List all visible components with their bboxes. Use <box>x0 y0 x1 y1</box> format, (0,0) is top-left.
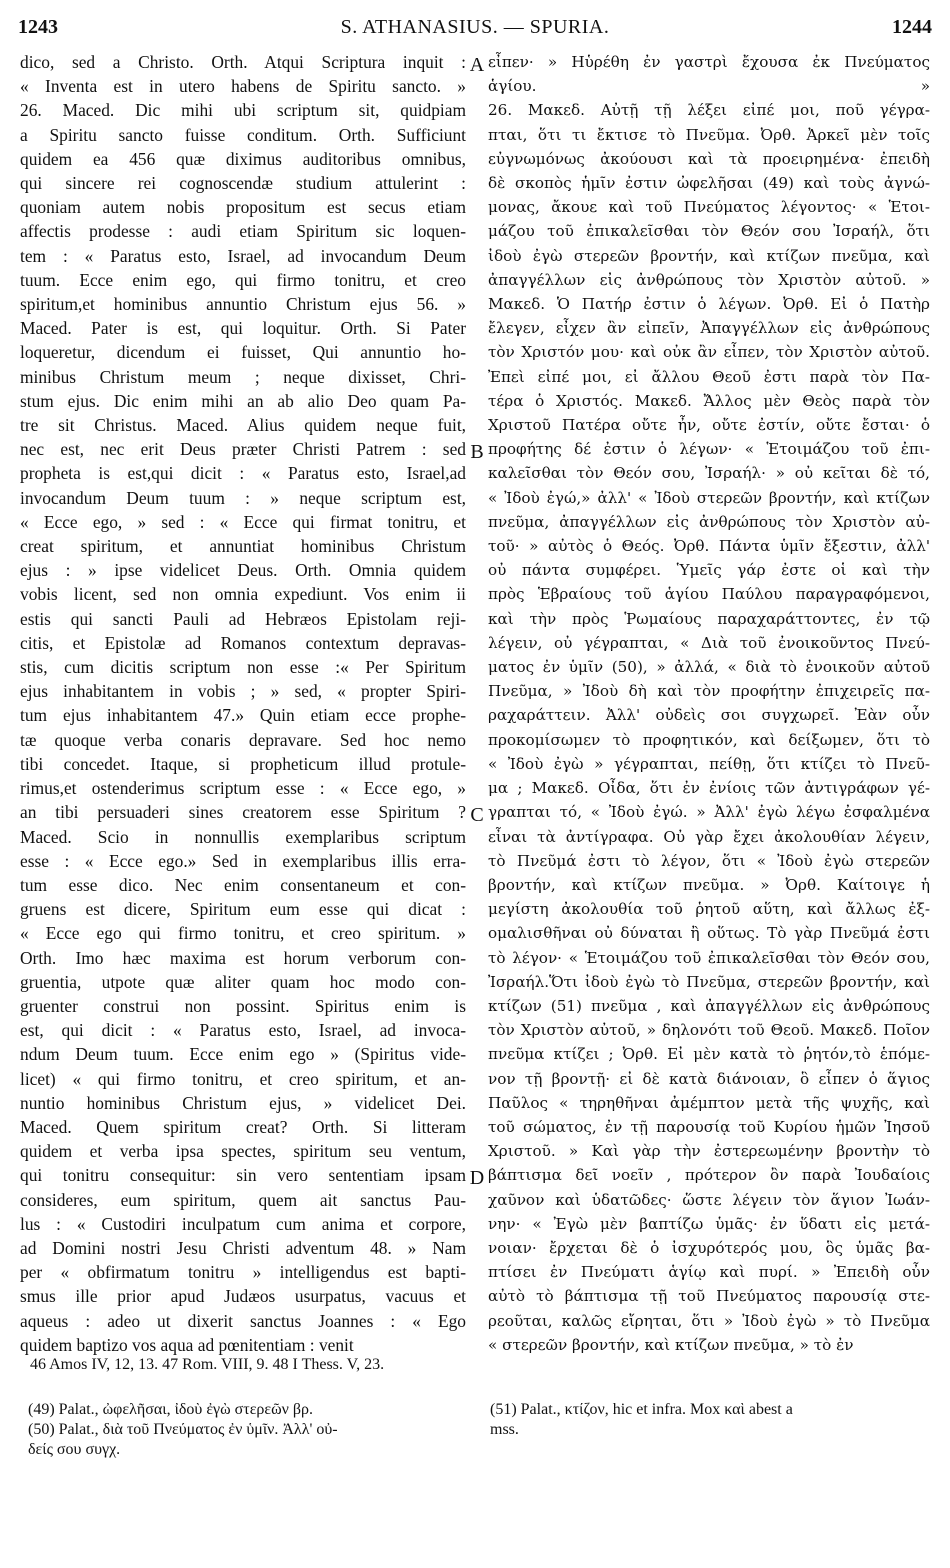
greek-text-line: τοῦ σώματος, ἐν τῇ παρουσίᾳ τοῦ Κυρίου ἡμῶν Ἰησοῦ <box>488 1117 930 1136</box>
latin-text-line: qui sincere rei cognoscendæ studium attulerint : <box>20 173 466 194</box>
greek-text-line: ἁγίου. » <box>488 77 930 96</box>
critical-note-line: (49) Palat., ὠφελῆσαι, ἰδοὺ ἐγὼ στερεῶν βρ. <box>28 1401 314 1418</box>
latin-text-line: ejus inhabitantem in vobis ; » sed, « propter Spiri- <box>20 681 466 702</box>
latin-text-line: ad Domini nostri Jesu Christi adventum 48. » Nam <box>20 1237 466 1258</box>
greek-text-line: ἔλεγεν, εἶχεν ἂν εἰπεῖν, Ἀπαγγέλλων εἰς ἀνθρώπους <box>488 319 930 338</box>
greek-text-line: μονας, ἄκουε καὶ τοῦ Πνεύματος λέγοντος· « Ἑτοι- <box>488 198 930 217</box>
column-number-right: 1244 <box>892 16 932 38</box>
greek-text-line: οὐ πάντα συμφέρει. Ὑμεῖς γάρ ἐστε οἱ καὶ τὴν <box>488 561 930 580</box>
greek-text-line: « Ἰδοὺ ἐγώ,» ἀλλ' « Ἰδοὺ στερεῶν βροντήν, καὶ κτίζων <box>488 488 930 507</box>
latin-text-line: propheta is est,qui dicit : « Paratus esto, Israel,ad <box>20 463 466 484</box>
latin-text-line: qui tonitru consequitur: sin vero sententiam ipsam <box>20 1165 466 1186</box>
footnote-references: 46 Amos IV, 12, 13. 47 Rom. VIII, 9. 48 I Thess. V, 23. <box>30 1356 385 1373</box>
latin-text-line: nuntio hominibus Christum ejus, » videlicet Dei. <box>20 1092 466 1113</box>
latin-text-line: tum ejus inhabitantem 47.» Quin etiam ecce prophe- <box>20 705 466 726</box>
latin-text-line: gruenter construi non possint. Spiritus enim is <box>20 995 466 1016</box>
latin-text-line: creat spiritum, et annuntiat hominibus Christum <box>20 536 466 557</box>
latin-text-line: Maced. Pater is est, qui loquitur. Orth. Si Pater <box>20 318 466 339</box>
latin-text-line: dico, sed a Christo. Orth. Atqui Scriptura inquit : <box>20 52 466 72</box>
greek-text-line: πνεῦμα κτίζει ; Ὀρθ. Εἰ μὲν κατὰ τὸ ῥητόν,τὸ ἑπόμε- <box>488 1045 930 1064</box>
greek-text-line: ομαλισθῆναι οὐ δύναται ἢ οὕτως. Τὸ γὰρ Πνεῦμά ἐστι <box>488 924 930 943</box>
critical-notes-right <box>490 1400 930 1440</box>
latin-text-line: tem : « Paratus esto, Israel, ad invocandum Deum <box>20 245 466 266</box>
latin-text-line: gruentia, utpote quæ aliter quam hoc modo con- <box>20 971 466 992</box>
greek-text-line: χαῦνον καὶ ὑδατῶδες· ὥστε λέγειν τὸν ἅγιον Ἰωάν- <box>488 1190 930 1209</box>
greek-text-line: ραχαράττειν. Ἀλλ' οὐδεὶς σοι συγχωρεῖ. Ἐὰν οὖν <box>488 706 930 725</box>
critical-note-line: δείς σου συγχ. <box>28 1441 121 1458</box>
latin-text-line: tum esse dico. Nec enim consentaneum et con- <box>20 874 466 895</box>
greek-text-line: καλεῖσθαι τὸν Θεόν σου, Ἰσραήλ· » οὐ κεῖται δὲ τό, <box>488 464 930 483</box>
greek-text-line: ἰδοὺ ἐγὼ στερεῶν βροντήν, καὶ κτίζων πνεῦμα, καὶ <box>488 246 930 265</box>
greek-text-line: Μακεδ. Ὁ Πατήρ ἐστιν ὁ λέγων. Ὀρθ. Εἰ ὁ Πατὴρ <box>488 295 930 314</box>
greek-text-line: Χριστοῦ. » Καὶ γὰρ τὴν ἐστερεωμένην βροντὴν τὸ <box>488 1142 930 1161</box>
latin-text-line: esse : « Ecce ego.» Sed in exemplaribus illis erra- <box>20 850 466 871</box>
latin-text-line: tuum. Ecce enim ego, qui firmo tonitru, et creo <box>20 269 466 290</box>
running-title: S. ATHANASIUS. — SPURIA. <box>340 16 610 38</box>
latin-text-line: lus : « Custodiri inculpatum cum anima et corpore, <box>20 1213 466 1234</box>
latin-text-line: spiritum,et hominibus annuntio Christum ejus 56. » <box>20 294 466 315</box>
latin-text-line: 26. Maced. Dic mihi ubi scriptum sit, quidpiam <box>20 100 466 121</box>
latin-text-line: aqueus : adeo ut dixerit sanctus Joannes : « Ego <box>20 1310 466 1331</box>
latin-text-line: ejus : » ipse videlicet Deus. Orth. Omnia quidem <box>20 560 466 581</box>
latin-text-line: « Ecce ego, » sed : « Ecce qui firmat tonitru, et <box>20 511 466 532</box>
greek-text-line: προφήτης δέ ἐστιν ὁ λέγων· « Ἑτοιμάζου τοῦ ἐπι- <box>488 440 930 459</box>
greek-text-line: μεγίστη ἀκολουθία τοῦ ῥητοῦ αὕτη, καὶ ἄλλως ἐξ- <box>488 900 930 919</box>
greek-text-line: Παῦλος « τηρηθῆναι ἀμέμπτον μετὰ τῆς ψυχῆς, καὶ <box>488 1093 930 1112</box>
latin-text-line: affectis prodesse : audi etiam Spiritum sic loquen- <box>20 221 466 242</box>
latin-text-line: Maced. Scio in nonnullis exemplaribus scriptum <box>20 826 466 847</box>
latin-text-line: tre sit Christus. Maced. Alius quidem neque fuit, <box>20 415 466 436</box>
latin-text-line: vobis licent, sed non omnia expediunt. Vos enim ii <box>20 584 466 605</box>
greek-text-line: πτίσει ἐν Πνεύματι ἁγίῳ καὶ πυρί. » Ἐπειδὴ οὖν <box>488 1263 930 1282</box>
latin-text-line: invocandum Deum tuum : » neque scriptum est, <box>20 487 466 508</box>
margin-letter-a: A <box>469 54 485 76</box>
greek-text-line: πνεῦμα, ἀπαγγέλλων εἰς ἀνθρώπους τὸν Χριστὸν αὐ- <box>488 512 930 531</box>
greek-text-line: νοιαν· ἔρχεται δὲ ὁ ἰσχυρότερός μου, ὃς ὑμᾶς βα- <box>488 1238 930 1257</box>
greek-text-line: μάζου τοῦ ἐπικαλεῖσθαι τὸν Θεόν σου Ἰσραήλ, ὅτι <box>488 222 930 241</box>
latin-text-line: estis qui sancti Pauli ad Hebræos Epistolam reji- <box>20 608 466 629</box>
greek-text-line: τὸ λέγον· « Ἑτοιμάζου τοῦ ἐπικαλεῖσθαι τὸν Θεόν σου, <box>488 948 930 967</box>
greek-text-line: Ἰσραήλ.Ὅτι ἰδοὺ ἐγὼ τὸ Πνεῦμα, στερεῶν βροντήν, καὶ <box>488 972 930 991</box>
latin-text-line: nec est, nec erit Deus præter Christi Patrem : sed <box>20 439 466 460</box>
latin-text-line: quidem baptizo vos aqua ad pœnitentiam : venit <box>20 1334 354 1355</box>
greek-text-line: προκομίσωμεν τὸ προφητικόν, καὶ δείξωμεν, ὅτι τὸ <box>488 730 930 749</box>
margin-letter-d: D <box>469 1167 485 1190</box>
critical-note-line: mss. <box>490 1421 519 1438</box>
greek-text-line: Πνεῦμα, » Ἰδοὺ δὴ καὶ τὸν προφήτην ἐπιχειρεῖς πα- <box>488 682 930 701</box>
greek-column <box>488 50 930 1357</box>
running-header <box>18 12 932 46</box>
margin-letter-b: B <box>470 441 484 464</box>
greek-text-line: πρὸς Ἑβραίους τοῦ ἁγίου Παύλου παραγραφόμενοι, <box>488 585 930 604</box>
latin-text-line: an tibi persuaderi sines creatorem esse Spiritum ? <box>20 802 466 823</box>
latin-text-line: ndum Deum tuum. Ecce enim ego » (Spiritus vide- <box>20 1044 466 1065</box>
greek-text-line: λέγειν, οὐ γέγραπται, « Διὰ τοῦ ἐνοικοῦντος Πνεύ- <box>488 633 930 652</box>
greek-text-line: « Ἰδοὺ ἐγὼ » γέγραπται, πείθῃ, ὅτι κτίζει τὸ Πνεῦ- <box>488 754 930 773</box>
latin-text-line: gruens est dicere, Spiritum eum esse qui dicat : <box>20 899 466 920</box>
latin-text-line: licet) « qui firmo tonitru, et creo spiritum, et an- <box>20 1068 466 1089</box>
latin-text-line: quidem ea 456 quæ diximus auditoribus omnibus, <box>20 148 466 169</box>
latin-text-line: smus ille prior apud Judæos usurpatus, vacuus et <box>20 1286 466 1307</box>
column-number-left: 1243 <box>18 16 58 38</box>
latin-text-line: citis, et Epistolæ ad Romanos contextum depravas- <box>20 632 466 653</box>
latin-column <box>20 50 466 1357</box>
greek-text-line: τὸν Χριστὸν αὐτοῦ, » δηλονότι τοῦ Θεοῦ. Μακεδ. Ποῖον <box>488 1021 930 1040</box>
greek-text-line: ἀπαγγέλλων εἰς ἀνθρώπους τὸν Χριστὸν αὐτοῦ. » <box>488 270 930 289</box>
greek-text-line: κτίζων (51) πνεῦμα , καὶ ἀπαγγέλλων εἰς ἀνθρώπους <box>488 996 930 1015</box>
greek-text-line: εἶπεν· » Ηὑρέθη ἐν γαστρὶ ἔχουσα ἐκ Πνεύματος <box>488 53 930 71</box>
critical-notes-left <box>28 1400 468 1460</box>
latin-text-line: « Ecce ego qui firmo tonitru, et creo spiritum. » <box>20 923 466 944</box>
greek-text-line: μα ; Μακεδ. Οἶδα, ὅτι ἐν ἐνίοις τῶν ἀντιγράφων γέ- <box>488 779 930 798</box>
latin-text-line: est, qui dicit : « Paratus esto, Israel, ad invoca- <box>20 1020 466 1041</box>
latin-text-line: tæ quoque verba conaris depravare. Sed hoc nemo <box>20 729 466 750</box>
greek-text-line: Χριστοῦ Πατέρα οὔτε ἦν, οὔτε ἐστίν, οὔτε ἔσται· ὁ <box>488 416 930 435</box>
greek-text-line: 26. Μακεδ. Αὐτῇ τῇ λέξει εἰπέ μοι, ποῦ γέγρα- <box>488 101 930 120</box>
latin-text-line: quoniam autem nobis propositum est secus etiam <box>20 197 466 218</box>
greek-text-line: καὶ τὴν πρὸς Ῥωμαίους παραχαράττοντες, ἐν τῷ <box>488 609 930 628</box>
greek-text-line: ματος ἐν ὑμῖν (50), » ἀλλά, « διὰ τὸ ἐνοικοῦν αὐτοῦ <box>488 658 930 677</box>
latin-text-line: « Inventa est in utero habens de Spiritu sancto. » <box>20 76 466 97</box>
latin-text-line: loqueretur, dicendum ei fuisset, Qui annuntio ho- <box>20 342 466 363</box>
greek-text-line: δὲ σκοπὸς ἡμῖν ἐστιν ὠφελῆσαι (49) καὶ τοὺς ἀγνώ- <box>488 174 930 193</box>
greek-text-line: « στερεῶν βροντήν, καὶ κτίζων πνεῦμα, » τὸ ἐν <box>488 1335 854 1354</box>
latin-text-line: Maced. Quem spiritum creat? Orth. Si litteram <box>20 1116 466 1137</box>
greek-text-line: νην· « Ἐγὼ μὲν βαπτίζω ὑμᾶς· ἐν ὕδατι εἰς μετά- <box>488 1214 930 1233</box>
latin-text-line: consideres, eum spiritum, quem ait sanctus Pau- <box>20 1189 466 1210</box>
greek-text-line: γραπται τό, « Ἰδοὺ ἐγώ. » Ἀλλ' ἐγὼ λέγω ἐσφαλμένα <box>488 803 930 822</box>
greek-text-line: πται, ὅτι τι ἔκτισε τὸ Πνεῦμα. Ὀρθ. Ἀρκεῖ μὲν τοῖς <box>488 125 930 144</box>
greek-text-line: τὸ Πνεῦμά ἐστι τὸ λέγον, ὅτι « Ἰδοὺ ἐγὼ στερεῶν <box>488 851 930 870</box>
greek-text-line: εὐγνωμόνως ἀκούουσι καὶ τὰ προειρημένα· ἐπειδὴ <box>488 149 930 168</box>
latin-text-line: a Spiritu sancto fuisse conditum. Orth. Sufficiunt <box>20 124 466 145</box>
margin-letter-c: C <box>470 804 484 827</box>
greek-text-line: βροντήν, καὶ κτίζων πνεῦμα. » Ὀρθ. Καίτοιγε ἡ <box>488 875 930 894</box>
greek-text-line: ρεοῦται, καλῶς εἴρηται, ὅτι » Ἰδοὺ ἐγὼ » τὸ Πνεῦμα <box>488 1311 930 1330</box>
latin-text-line: quidem et verba ipsa spectes, spiritum seu ventum, <box>20 1141 466 1162</box>
critical-note-line: (50) Palat., διὰ τοῦ Πνεύματος ἐν ὑμῖν. Ἀλλ' οὐ- <box>28 1421 338 1438</box>
greek-text-line: τὸν Χριστόν μου· καὶ οὐκ ἂν εἶπεν, τὸν Χριστὸν αὐτοῦ. <box>488 343 930 362</box>
latin-text-line: per « obfirmatum tonitru » intelligendus est bapti- <box>20 1262 466 1283</box>
latin-text-line: tibi concedet. Itaque, si propheticum illud protule- <box>20 753 466 774</box>
latin-text-line: stum ejus. Dic enim mihi an ab alio Deo quam Pa- <box>20 390 466 411</box>
greek-text-line: αὐτὸ τὸ βάπτισμα τῇ τοῦ Πνεύματος παρουσίᾳ στε- <box>488 1287 930 1306</box>
greek-text-line: εἶναι τὰ ἀντίγραφα. Οὐ γὰρ ἔχει ἀκολουθίαν λέγειν, <box>488 827 930 846</box>
greek-text-line: νον τῇ βροντῇ· εἰ δὲ κατὰ διάνοιαν, ὃ εἶπεν ὁ ἅγιος <box>488 1069 930 1088</box>
critical-note-line: (51) Palat., κτίζον, hic et infra. Mox καὶ abest a <box>490 1401 793 1418</box>
latin-text-line: minibus Christum meum ; neque dixisset, Chri- <box>20 366 466 387</box>
latin-text-line: rimus,et ostenderimus scriptum esse : « Ecce ego, » <box>20 778 466 799</box>
greek-text-line: τέρα ὁ Χριστός. Μακεδ. Ἄλλος μὲν Θεὸς παρὰ τὸν <box>488 391 930 410</box>
greek-text-line: Ἐπεὶ εἰπέ μοι, εἰ ἄλλου Θεοῦ ἐστι παρὰ τὸν Πα- <box>488 367 930 386</box>
latin-text-line: Orth. Imo hæc maxima est horum verborum con- <box>20 947 466 968</box>
greek-text-line: τοῦ· » αὐτὸς ὁ Θεός. Ὀρθ. Πάντα ὑμῖν ἔξεστιν, ἀλλ' <box>488 537 930 556</box>
greek-text-line: βάπτισμα δεῖ νοεῖν , πρότερον ὂν παρὰ Ἰουδαίοις <box>488 1166 930 1185</box>
latin-text-line: stis, cum dicitis scriptum non esse :« Per Spiritum <box>20 657 466 678</box>
